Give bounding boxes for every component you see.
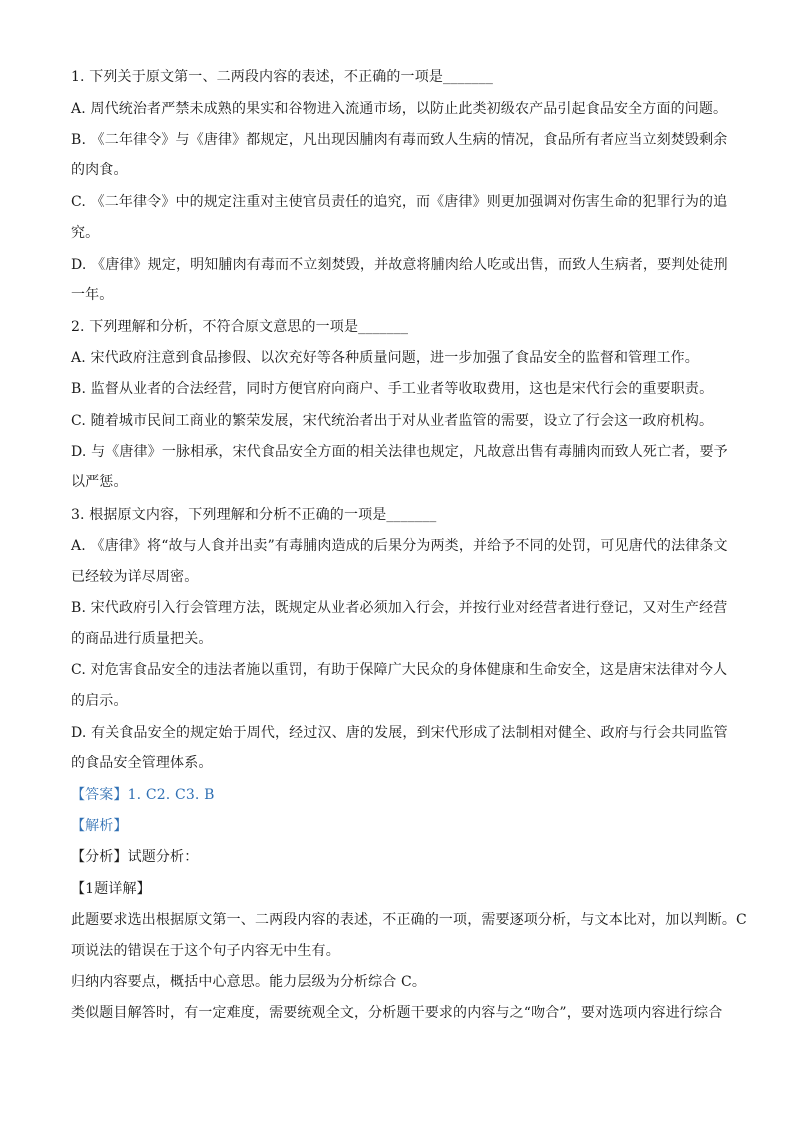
detail-1-paragraph-2: 归纳内容要点，概括中心意思。能力层级为分析综合 C。 <box>71 974 427 990</box>
question-2-option-d-line-2: 以严惩。 <box>71 474 128 490</box>
question-1-option-c-line-2: 究。 <box>71 225 100 241</box>
fenxi-line <box>71 848 731 866</box>
question-3-option-d-line-2: 的食品安全管理体系。 <box>71 755 213 771</box>
question-2-option-a: A. 宋代政府注意到食品掺假、以次充好等各种质量问题，进一步加强了食品安全的监督和管理工作。 <box>71 350 699 366</box>
analysis-label: 【解析】 <box>71 818 128 834</box>
detail-1-paragraph-1-line-2: 项说法的错误在于这个句子内容无中生有。 <box>71 943 340 959</box>
question-3-stem: 3. 根据原文内容，下列理解和分析不正确的一项是_______ <box>71 507 437 523</box>
detail-1-paragraph-3: 类似题目解答时，有一定难度，需要统观全文，分析题干要求的内容与之“吻合”，要对选项内容进行综合 <box>71 1005 723 1021</box>
question-1-option-b-line-1: B. 《二年律令》与《唐律》都规定，凡出现因脯肉有毒而致人生病的情况，食品所有者应当立刻焚毁剩余 <box>71 132 728 148</box>
question-1-option-b-line-2: 的肉食。 <box>71 162 128 178</box>
detail-1-label: 【1题详解】 <box>71 881 151 897</box>
answer-label: 【答案】 <box>71 787 128 803</box>
question-2-option-b: B. 监督从业者的合法经营，同时方便官府向商户、手工业者等收取费用，这也是宋代行会的重要职责。 <box>71 381 714 397</box>
detail-1-paragraph-1-line-1: 此题要求选出根据原文第一、二两段内容的表述，不正确的一项，需要逐项分析，与文本比对，加以判断。C <box>71 912 747 928</box>
question-1-option-d-line-2: 一年。 <box>71 287 114 303</box>
question-3-option-c-line-1: C. 对危害食品安全的违法者施以重罚，有助于保障广大民众的身体健康和生命安全，这是唐宋法律对今人 <box>71 662 728 678</box>
question-2-option-c: C. 随着城市民间工商业的繁荣发展，宋代统治者出于对从业者监管的需要，设立了行会这一政府机构。 <box>71 413 714 429</box>
question-3-option-b-line-1: B. 宋代政府引入行会管理方法，既规定从业者必须加入行会，并按行业对经营者进行登记，又对生产经营 <box>71 600 728 616</box>
question-1-option-c-line-1: C. 《二年律令》中的规定注重对主使官员责任的追究，而《唐律》则更加强调对伤害生命的犯罪行为的追 <box>71 194 728 210</box>
question-3-option-a-line-1: A. 《唐律》将“故与人食并出卖”有毒脯肉造成的后果分为两类，并给予不同的处罚，可见唐代的法律条文 <box>71 538 728 554</box>
question-2-stem: 2. 下列理解和分析，不符合原文意思的一项是_______ <box>71 319 409 335</box>
fenxi-label: 【分析】 <box>71 849 128 865</box>
question-3-option-d-line-1: D. 有关食品安全的规定始于周代，经过汉、唐的发展，到宋代形成了法制相对健全、政府与行会共同监管 <box>71 725 728 741</box>
question-1-option-d-line-1: D. 《唐律》规定，明知脯肉有毒而不立刻焚毁，并故意将脯肉给人吃或出售，而致人生病者，要判处徒刑 <box>71 257 728 273</box>
question-1-option-a: A. 周代统治者严禁未成熟的果实和谷物进入流通市场，以防止此类初级农产品引起食品安全方面的问题。 <box>71 101 728 117</box>
question-3-option-a-line-2: 已经较为详尽周密。 <box>71 569 199 585</box>
question-3-option-c-line-2: 的启示。 <box>71 693 128 709</box>
question-1-stem: 1. 下列关于原文第一、二两段内容的表述，不正确的一项是_______ <box>71 69 494 85</box>
answer-value: 1. C2. C3. B <box>127 787 215 803</box>
answer-line <box>71 786 731 804</box>
question-3-option-b-line-2: 的商品进行质量把关。 <box>71 631 213 647</box>
question-2-option-d-line-1: D. 与《唐律》一脉相承，宋代食品安全方面的相关法律也规定，凡故意出售有毒脯肉而致人死亡者，要予 <box>71 444 728 460</box>
fenxi-text: 试题分析： <box>127 849 199 865</box>
